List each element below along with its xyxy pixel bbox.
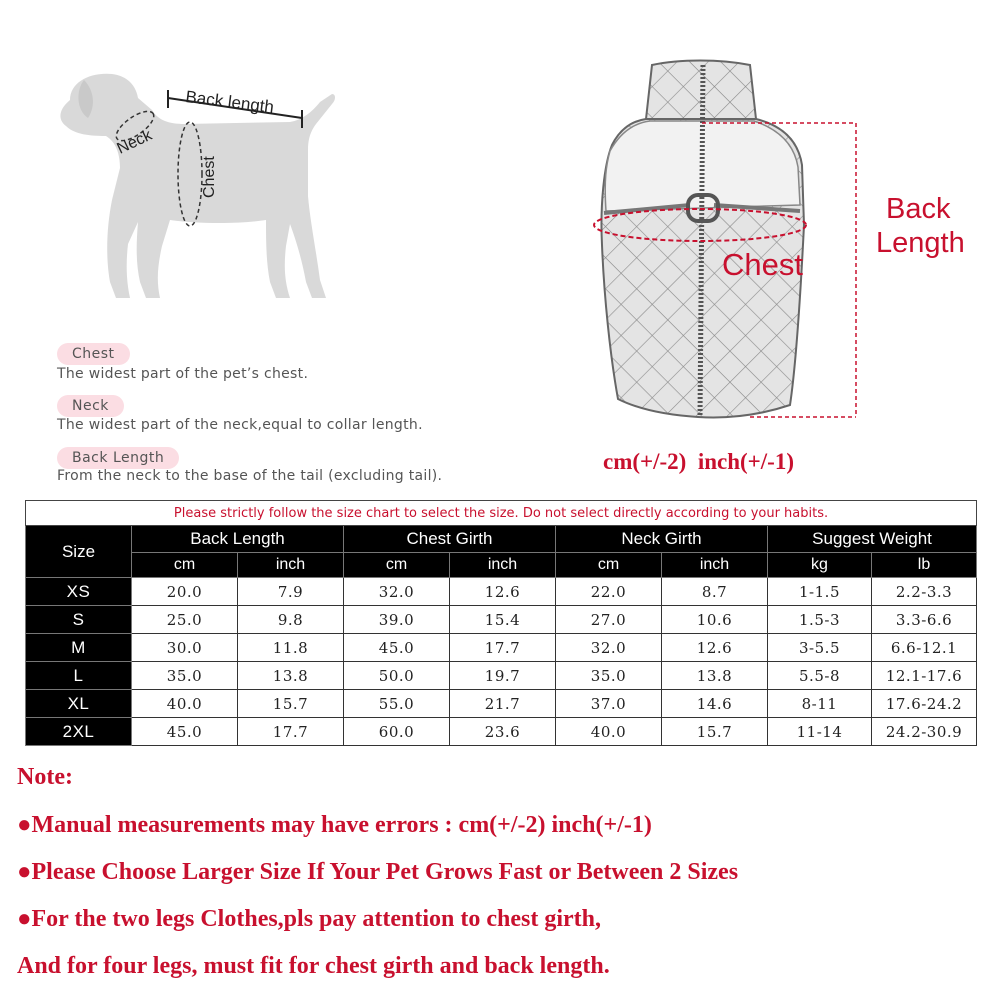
- table-cell: 45.0: [344, 634, 450, 662]
- table-cell: 1.5-3: [768, 606, 872, 634]
- table-cell: 20.0: [132, 578, 238, 606]
- size-cell: S: [26, 606, 132, 634]
- table-row: [26, 634, 977, 662]
- size-cell: 2XL: [26, 718, 132, 746]
- note-line-1: ●Manual measurements may have errors : cm(+/-2) inch(+/-1): [17, 812, 652, 838]
- table-cell: 19.7: [450, 662, 556, 690]
- table-cell: 1-1.5: [768, 578, 872, 606]
- table-cell: 22.0: [556, 578, 662, 606]
- vest-measurement-diagram: [590, 55, 990, 435]
- unit-header: cm: [556, 553, 662, 578]
- table-cell: 5.5-8: [768, 662, 872, 690]
- table-cell: 17.6-24.2: [872, 690, 977, 718]
- table-cell: 35.0: [132, 662, 238, 690]
- table-cell: 8-11: [768, 690, 872, 718]
- note-line-4: And for four legs, must fit for chest girth and back length.: [17, 953, 610, 979]
- table-cell: 35.0: [556, 662, 662, 690]
- table-row: [26, 718, 977, 746]
- table-cell: 23.6: [450, 718, 556, 746]
- back-length-term-tag: Back Length: [57, 447, 179, 469]
- unit-header: lb: [872, 553, 977, 578]
- table-cell: 32.0: [344, 578, 450, 606]
- table-row: [26, 606, 977, 634]
- neck-girth-header: Neck Girth: [556, 526, 768, 553]
- table-cell: 2.2-3.3: [872, 578, 977, 606]
- table-cell: 3-5.5: [768, 634, 872, 662]
- chest-definition: The widest part of the pet’s chest.: [57, 366, 309, 382]
- suggest-weight-header: Suggest Weight: [768, 526, 977, 553]
- table-cell: 40.0: [556, 718, 662, 746]
- table-cell: 10.6: [662, 606, 768, 634]
- size-cell: XL: [26, 690, 132, 718]
- table-cell: 12.6: [450, 578, 556, 606]
- table-cell: 15.4: [450, 606, 556, 634]
- table-row: [26, 578, 977, 606]
- table-cell: 7.9: [238, 578, 344, 606]
- vest-back-label: Back: [886, 193, 951, 225]
- chest-term-tag: Chest: [57, 343, 130, 365]
- table-cell: 9.8: [238, 606, 344, 634]
- note-line-3: ●For the two legs Clothes,pls pay attention to chest girth,: [17, 906, 602, 932]
- table-cell: 30.0: [132, 634, 238, 662]
- chest-girth-header: Chest Girth: [344, 526, 556, 553]
- table-cell: 60.0: [344, 718, 450, 746]
- note-title: Note:: [17, 764, 73, 790]
- vest-length-label: Length: [876, 227, 965, 259]
- size-cell: XS: [26, 578, 132, 606]
- unit-header: inch: [238, 553, 344, 578]
- table-cell: 12.1-17.6: [872, 662, 977, 690]
- note-line-2: ●Please Choose Larger Size If Your Pet Grows Fast or Between 2 Sizes: [17, 859, 739, 885]
- table-cell: 39.0: [344, 606, 450, 634]
- table-cell: 37.0: [556, 690, 662, 718]
- table-cell: 55.0: [344, 690, 450, 718]
- table-cell: 17.7: [238, 718, 344, 746]
- back-length-header: Back Length: [132, 526, 344, 553]
- unit-header: cm: [132, 553, 238, 578]
- size-chart-notice: Please strictly follow the size chart to select the size. Do not select directly according to your habits.: [26, 501, 977, 526]
- table-cell: 11-14: [768, 718, 872, 746]
- table-cell: 15.7: [662, 718, 768, 746]
- table-cell: 21.7: [450, 690, 556, 718]
- table-cell: 50.0: [344, 662, 450, 690]
- unit-header: inch: [450, 553, 556, 578]
- size-chart-table: [25, 500, 977, 746]
- table-cell: 11.8: [238, 634, 344, 662]
- unit-header: kg: [768, 553, 872, 578]
- size-cell: L: [26, 662, 132, 690]
- table-cell: 13.8: [662, 662, 768, 690]
- table-cell: 45.0: [132, 718, 238, 746]
- table-cell: 6.6-12.1: [872, 634, 977, 662]
- dog-measurement-diagram: [40, 50, 360, 320]
- table-cell: 15.7: [238, 690, 344, 718]
- unit-header: cm: [344, 553, 450, 578]
- table-cell: 14.6: [662, 690, 768, 718]
- neck-term-tag: Neck: [57, 395, 124, 417]
- chest-label: Chest: [201, 156, 218, 198]
- neck-label: Neck: [114, 126, 155, 158]
- table-cell: 40.0: [132, 690, 238, 718]
- table-row: [26, 662, 977, 690]
- back-length-label: Back length: [184, 87, 276, 117]
- neck-definition: The widest part of the neck,equal to collar length.: [57, 417, 423, 433]
- table-cell: 13.8: [238, 662, 344, 690]
- table-cell: 27.0: [556, 606, 662, 634]
- table-row: [26, 690, 977, 718]
- table-cell: 12.6: [662, 634, 768, 662]
- table-cell: 3.3-6.6: [872, 606, 977, 634]
- tolerance-text: cm(+/-2) inch(+/-1): [603, 449, 794, 474]
- table-cell: 8.7: [662, 578, 768, 606]
- vest-chest-label: Chest: [722, 247, 803, 282]
- table-cell: 25.0: [132, 606, 238, 634]
- unit-header: inch: [662, 553, 768, 578]
- table-cell: 32.0: [556, 634, 662, 662]
- size-cell: M: [26, 634, 132, 662]
- table-cell: 17.7: [450, 634, 556, 662]
- table-cell: 24.2-30.9: [872, 718, 977, 746]
- size-column-header: Size: [26, 526, 132, 578]
- back-length-definition: From the neck to the base of the tail (excluding tail).: [57, 468, 443, 484]
